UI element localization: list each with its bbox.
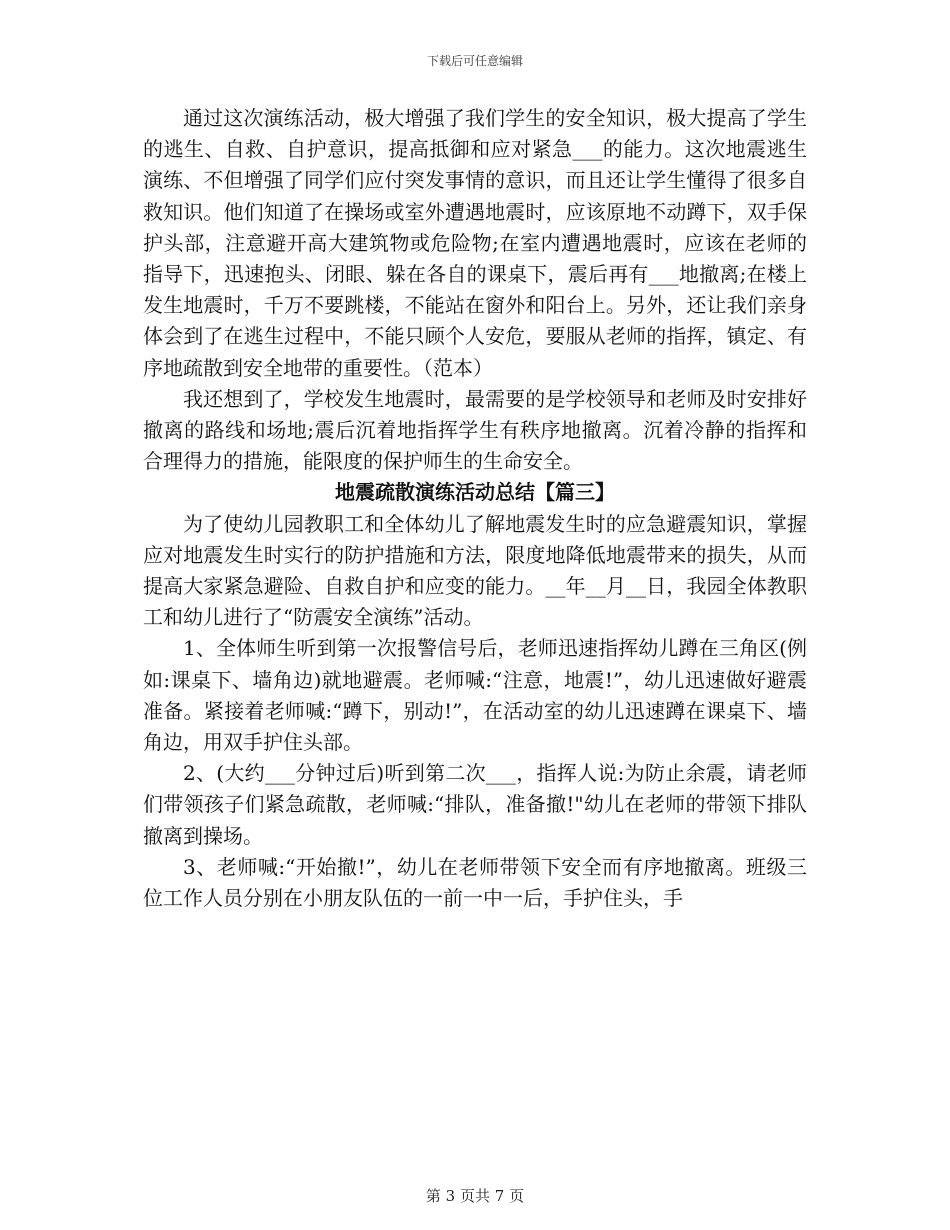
paragraph-kindergarten-intro: 为了使幼儿园教职工和全体幼儿了解地震发生时的应急避震知识，掌握应对地震发生时实行的防护措施和方法，限度地降低地震带来的损失，从而提高大家紧急避险、自救自护和应变的能力。__年__月__日，我园全体教职工和幼儿进行了“防震安全演练”活动。	[143, 511, 807, 630]
paragraph-step-3: 3、老师喊:“开始撤!”，幼儿在老师带领下安全而有序地撤离。班级三位工作人员分别在小朋友队伍的一前一中一后，手护住头，手	[143, 854, 807, 911]
page-header-note: 下载后可任意编辑	[426, 54, 523, 68]
page-footer-number: 第 3 页共 7 页	[425, 1187, 525, 1205]
paragraph-step-2: 2、(大约___分钟过后)听到第二次___，指挥人说:为防止余震，请老师们带领孩子们紧急疏散，老师喊:“排队，准备撤!"幼儿在老师的带领下排队撤离到操场。	[143, 761, 807, 848]
paragraph-step-1: 1、全体师生听到第一次报警信号后，老师迅速指挥幼儿蹲在三角区(例如:课桌下、墙角边)就地避震。老师喊:“注意，地震!”，幼儿迅速做好避震准备。紧接着老师喊:“蹲下，别动!”，在活动室的幼儿迅速蹲在课桌下、墙角边，用双手护住头部。	[143, 636, 807, 755]
document-body	[143, 103, 807, 914]
paragraph-school-leadership: 我还想到了，学校发生地震时，最需要的是学校领导和老师及时安排好撤离的路线和场地;震后沉着地指挥学生有秩序地撤离。沉着冷静的指挥和合理得力的措施，能限度的保护师生的生命安全。	[143, 386, 807, 474]
paragraph-drill-summary: 通过这次演练活动，极大增强了我们学生的安全知识，极大提高了学生的逃生、自救、自护意识，提高抵御和应对紧急___的能力。这次地震逃生演练、不但增强了同学们应付突发事情的意识，而且还让学生懂得了很多自救知识。他们知道了在操场或室外遭遇地震时，应该原地不动蹲下，双手保护头部，注意避开高大建筑物或危险物;在室内遭遇地震时，应该在老师的指导下，迅速抱头、闭眼、躲在各自的课桌下，震后再有___地撤离;在楼上发生地震时，千万不要跳楼，不能站在窗外和阳台上。另外，还让我们亲身体会到了在逃生过程中，不能只顾个人安危，要服从老师的指挥，镇定、有序地疏散到安全地带的重要性。（范本）	[143, 106, 807, 380]
section-title: 地震疏散演练活动总结【篇三】	[335, 480, 615, 505]
